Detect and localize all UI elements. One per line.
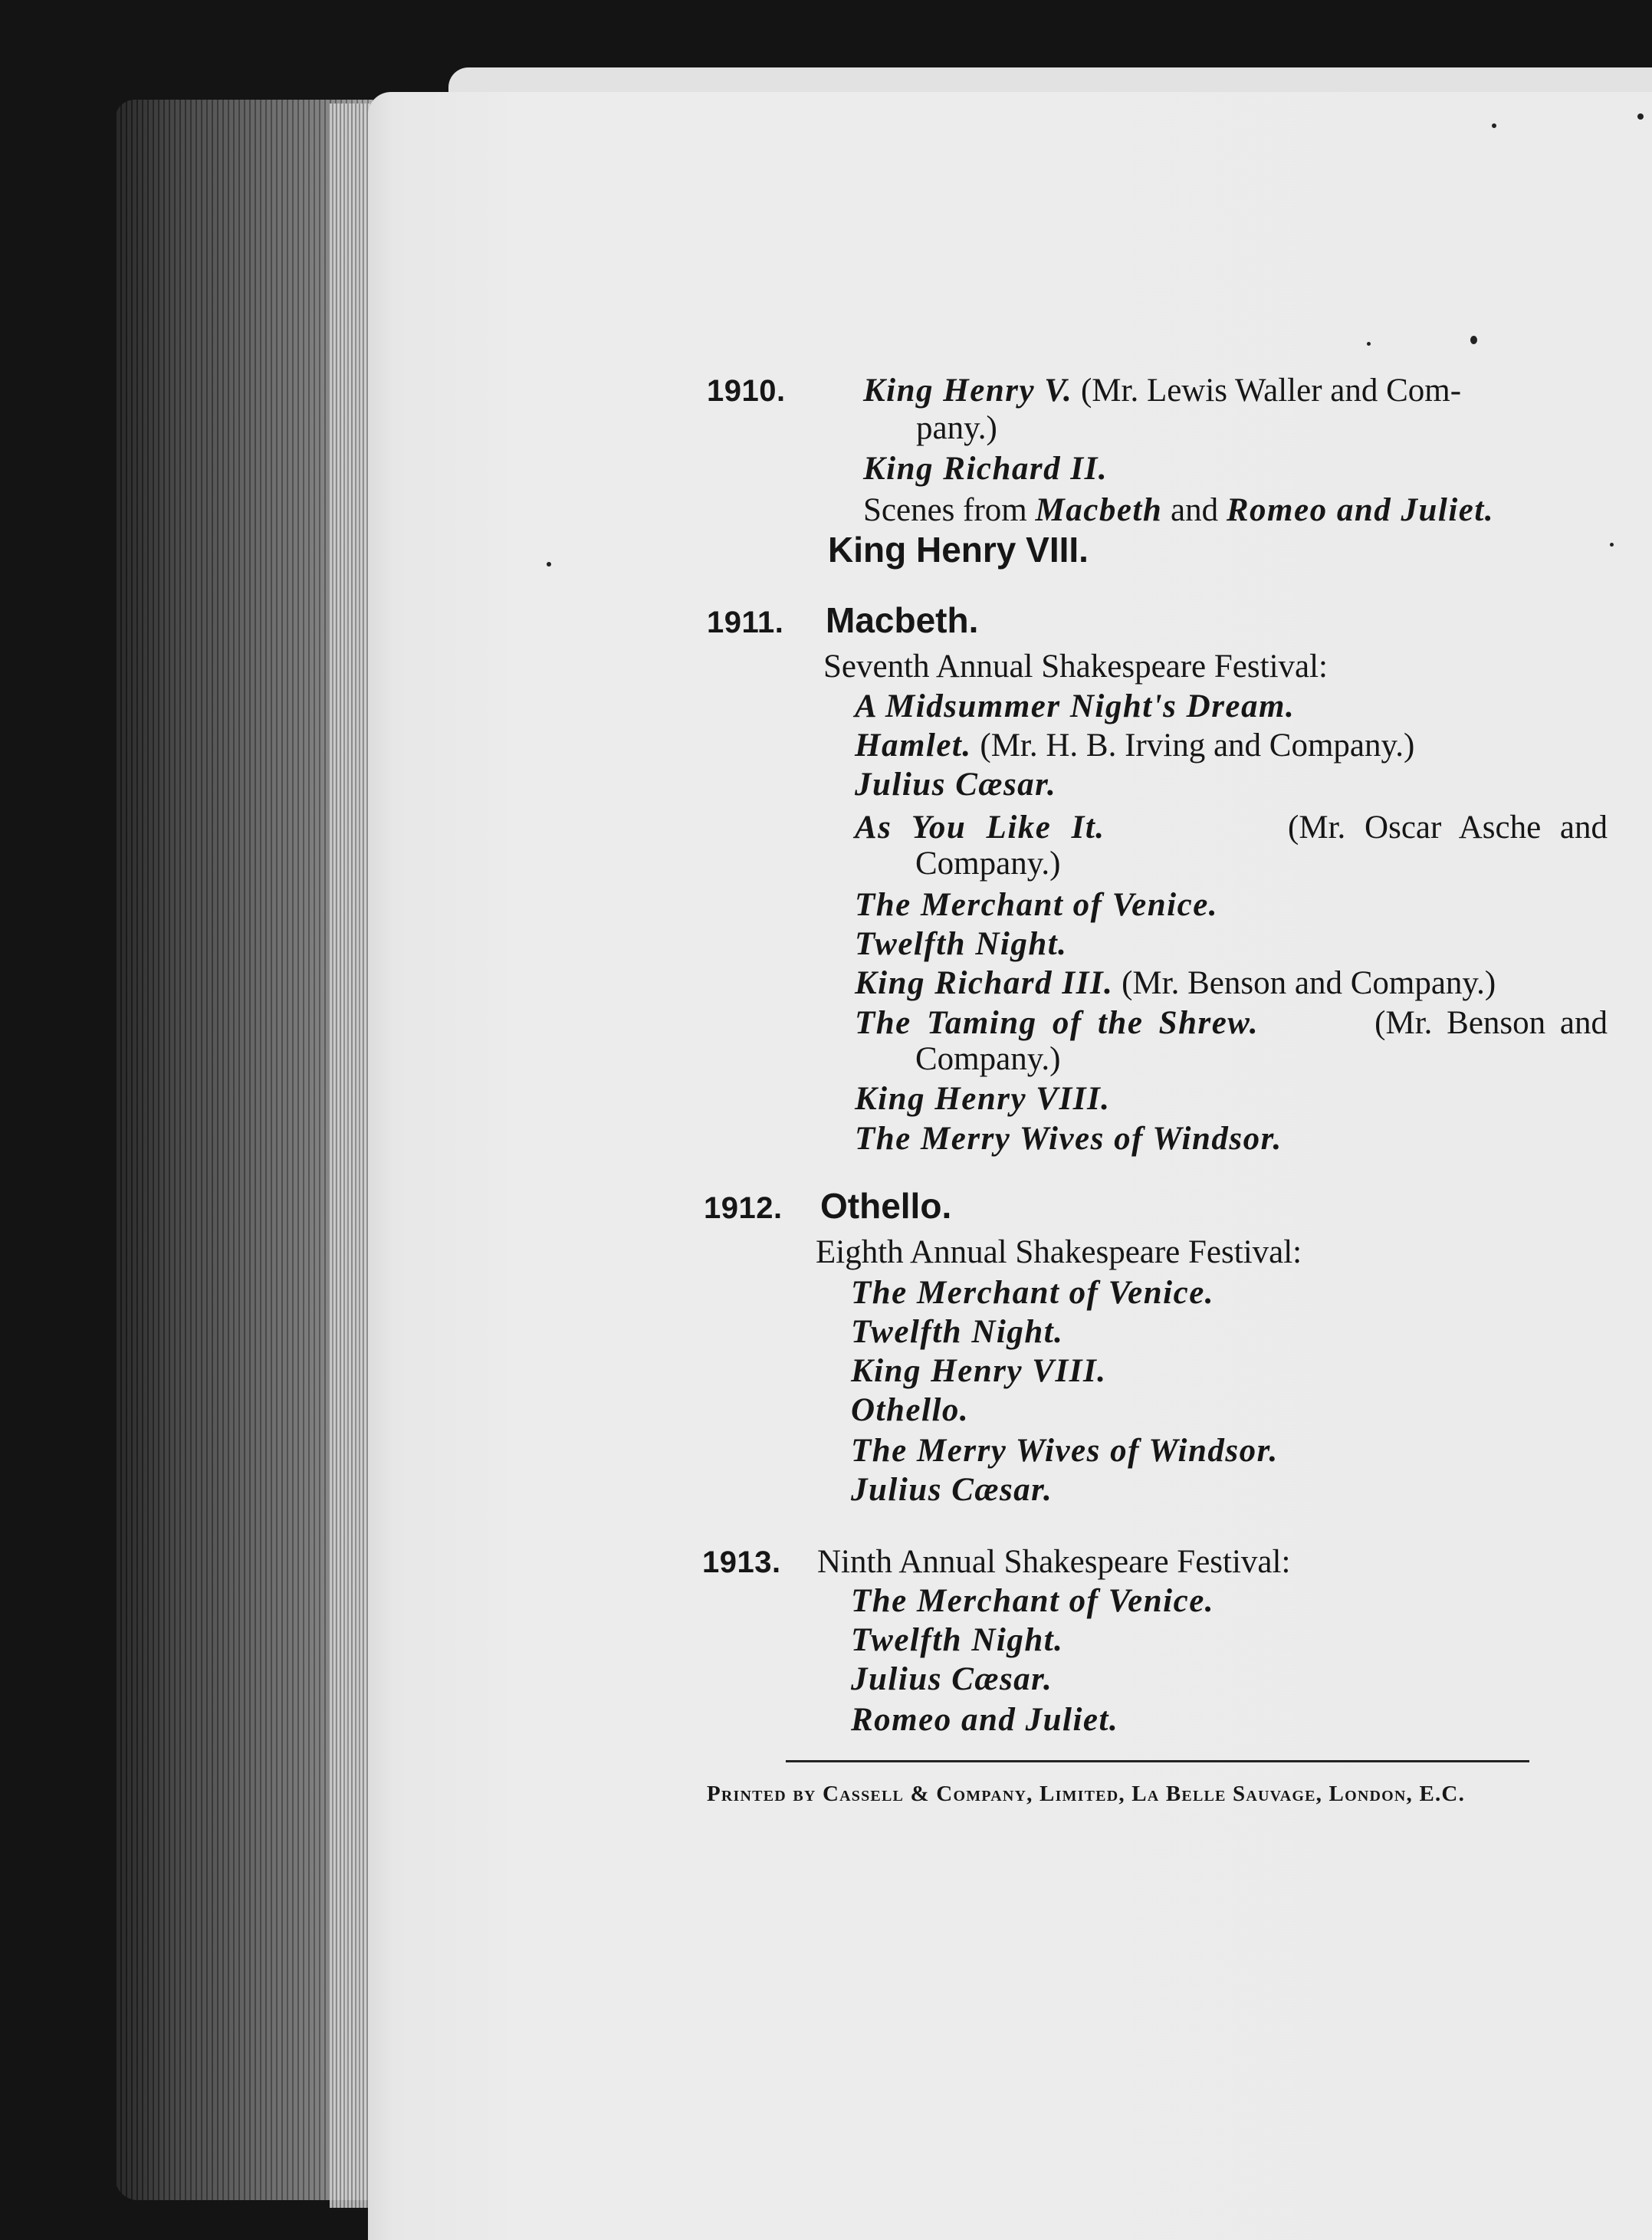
scenes-prefix: Scenes from (863, 492, 1036, 528)
ink-speck (1610, 543, 1614, 547)
play-title: King Henry VIII. (855, 1081, 1111, 1117)
play-line (851, 1315, 1063, 1348)
company-note: Company.) (915, 1041, 1061, 1077)
play-line (851, 1585, 1214, 1618)
book-page (368, 92, 1652, 2240)
year-label: 1912. (704, 1191, 783, 1225)
play-line (851, 1473, 1053, 1506)
play-title: The Taming of the Shrew. (855, 1005, 1260, 1041)
play-line (915, 847, 1061, 880)
play-title: King Henry V. (863, 373, 1073, 409)
play-title: Othello. (851, 1392, 970, 1428)
printer-imprint: Printed by Cassell & Company, Limited, La Belle Sauvage, London, E.C. (707, 1782, 1466, 1806)
ink-speck (1637, 113, 1644, 120)
play-line (855, 1082, 1110, 1115)
play-line (855, 768, 1056, 801)
play-line (916, 412, 997, 445)
ink-speck (1492, 123, 1496, 128)
play-title: Twelfth Night. (851, 1314, 1064, 1350)
play-title: The Merchant of Venice. (851, 1275, 1215, 1311)
play-line (855, 690, 1295, 723)
festival-heading: Seventh Annual Shakespeare Festival: (823, 649, 1328, 685)
play-line (851, 1663, 1053, 1696)
play-line (851, 1276, 1214, 1309)
play-heading: Macbeth. (826, 600, 979, 640)
company-note: (Mr. Benson and Company.) (1113, 965, 1496, 1001)
play-line (851, 1703, 1118, 1736)
play-title: King Richard II. (863, 451, 1108, 487)
play-line (851, 1434, 1279, 1467)
play-line (855, 811, 1608, 844)
company-note: (Mr. Benson and (1374, 1005, 1608, 1041)
play-title: As You Like It. (855, 810, 1105, 846)
company-note: (Mr. H. B. Irving and Company.) (971, 728, 1415, 764)
play-heading: King Henry VIII. (828, 530, 1089, 570)
play-title: Hamlet. (855, 728, 972, 764)
play-title: The Merchant of Venice. (855, 887, 1219, 923)
year-label: 1913. (702, 1545, 781, 1579)
play-line (855, 1007, 1608, 1040)
year-label: 1910. (707, 374, 786, 408)
company-note: (Mr. Lewis Waller and Com- (1072, 373, 1462, 409)
company-note: Company.) (915, 846, 1061, 882)
play-line (855, 1122, 1283, 1155)
play-line (855, 928, 1067, 961)
play-heading: Othello. (820, 1186, 952, 1226)
ink-speck (547, 562, 551, 567)
play-line (851, 1355, 1106, 1388)
ink-speck (1367, 342, 1371, 346)
company-note: pany.) (916, 410, 997, 446)
play-line (863, 374, 1461, 407)
play-title: Twelfth Night. (851, 1622, 1064, 1658)
play-title: The Merry Wives of Windsor. (855, 1121, 1283, 1157)
play-title: The Merry Wives of Windsor. (851, 1433, 1279, 1469)
play-title: Macbeth (1035, 492, 1163, 528)
play-title: Julius Cæsar. (851, 1661, 1053, 1697)
play-line (855, 967, 1496, 1000)
play-line (915, 1043, 1061, 1076)
play-title: Romeo and Juliet. (851, 1702, 1119, 1738)
conjunction: and (1162, 492, 1227, 528)
play-line (863, 452, 1108, 485)
year-label: 1911. (707, 606, 784, 639)
play-line (855, 729, 1414, 762)
play-line (855, 888, 1218, 921)
footer-rule (786, 1760, 1529, 1762)
play-title: King Richard III. (855, 965, 1114, 1001)
play-title: Romeo and Juliet. (1226, 492, 1495, 528)
play-title: Julius Cæsar. (851, 1472, 1053, 1508)
play-title: Julius Cæsar. (855, 767, 1057, 803)
play-line (851, 1394, 969, 1427)
festival-heading: Eighth Annual Shakespeare Festival: (816, 1234, 1302, 1270)
play-title: The Merchant of Venice. (851, 1583, 1215, 1619)
festival-heading: Ninth Annual Shakespeare Festival: (817, 1544, 1291, 1580)
ink-speck (1470, 336, 1477, 344)
play-title: A Midsummer Night's Dream. (855, 688, 1296, 724)
play-line (851, 1624, 1063, 1657)
play-title: Twelfth Night. (855, 926, 1068, 962)
play-line (863, 494, 1494, 527)
company-note: (Mr. Oscar Asche and (1288, 810, 1608, 846)
play-title: King Henry VIII. (851, 1353, 1107, 1389)
